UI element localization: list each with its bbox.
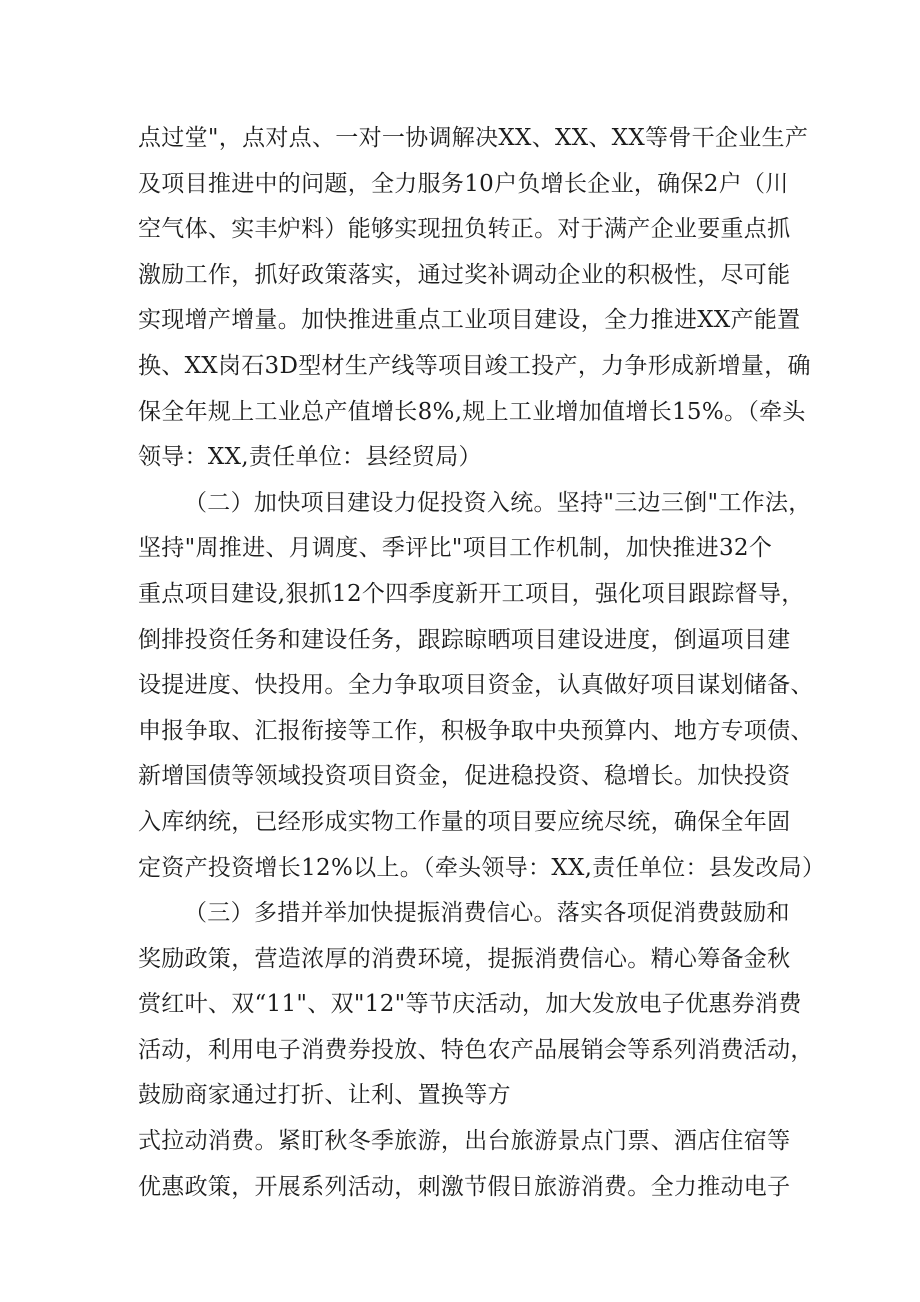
text-line: 设提进度、快投用。全力争取项目资金，认真做好项目谋划储备、 [138, 672, 814, 699]
text-line: 换、XX岗石3D型材生产线等项目竣工投产，力争形成新增量，确 [138, 352, 811, 379]
text-line: 激励工作，抓好政策落实，通过奖补调动企业的积极性，尽可能 [138, 261, 791, 288]
text-line: 领导：XX,责任单位：县经贸局） [138, 444, 482, 471]
text-line: 新增国债等领域投资项目资金，促进稳投资、稳增长。加快投资 [138, 763, 791, 790]
text-line: 空气体、实丰炉料）能够实现扭负转正。对于满产企业要重点抓 [138, 216, 791, 243]
section-heading-line: （二）加快项目建设力促投资入统。坚持"三边三倒"工作法， [184, 489, 812, 516]
text-line: 点过堂"，点对点、一对一协调解决XX、XX、XX等骨干企业生产 [138, 125, 809, 151]
text-line: 实现增产增量。加快推进重点工业项目建设，全力推进XX产能置 [138, 307, 801, 334]
body-text [138, 116, 826, 1210]
text-line: 定资产投资增长12%以上。（牵头领导：XX,责任单位：县发改局） [138, 854, 826, 881]
text-line: 赏红叶、双“11"、双"12"等节庆活动，加大发放电子优惠券消费 [138, 991, 802, 1018]
text-line: 活动，利用电子消费券投放、特色农产品展销会等系列消费活动， [138, 1036, 814, 1063]
text-line: 入库纳统，已经形成实物工作量的项目要应统尽统，确保全年固 [138, 808, 791, 835]
text-line: 申报争取、汇报衔接等工作，积极争取中央预算内、地方专项债、 [138, 717, 814, 744]
text-line: 式拉动消费。紧盯秋冬季旅游，出台旅游景点门票、酒店住宿等 [138, 1128, 791, 1155]
text-line: 坚持"周推进、月调度、季评比"项目工作机制，加快推进32个 [138, 535, 773, 562]
text-line: 倒排投资任务和建设任务，跟踪晾晒项目建设进度，倒逼项目建 [138, 626, 791, 653]
section-heading-line: （三）多措并举加快提振消费信心。落实各项促消费鼓励和 [184, 900, 790, 927]
text-line: 保全年规上工业总产值增长8%,规上工业增加值增长15%。（牵头 [138, 398, 806, 425]
text-line: 及项目推进中的问题，全力服务10户负增长企业，确保2户（川 [138, 170, 789, 197]
text-line: 重点项目建设,狠抓12个四季度新开工项目，强化项目跟踪督导， [138, 580, 805, 607]
text-line: 奖励政策，营造浓厚的消费环境，提振消费信心。精心筹备金秋 [138, 945, 791, 972]
text-line: 鼓励商家通过打折、让利、置换等方 [138, 1082, 511, 1109]
text-line: 优惠政策，开展系列活动，刺激节假日旅游消费。全力推动电子 [138, 1173, 791, 1200]
